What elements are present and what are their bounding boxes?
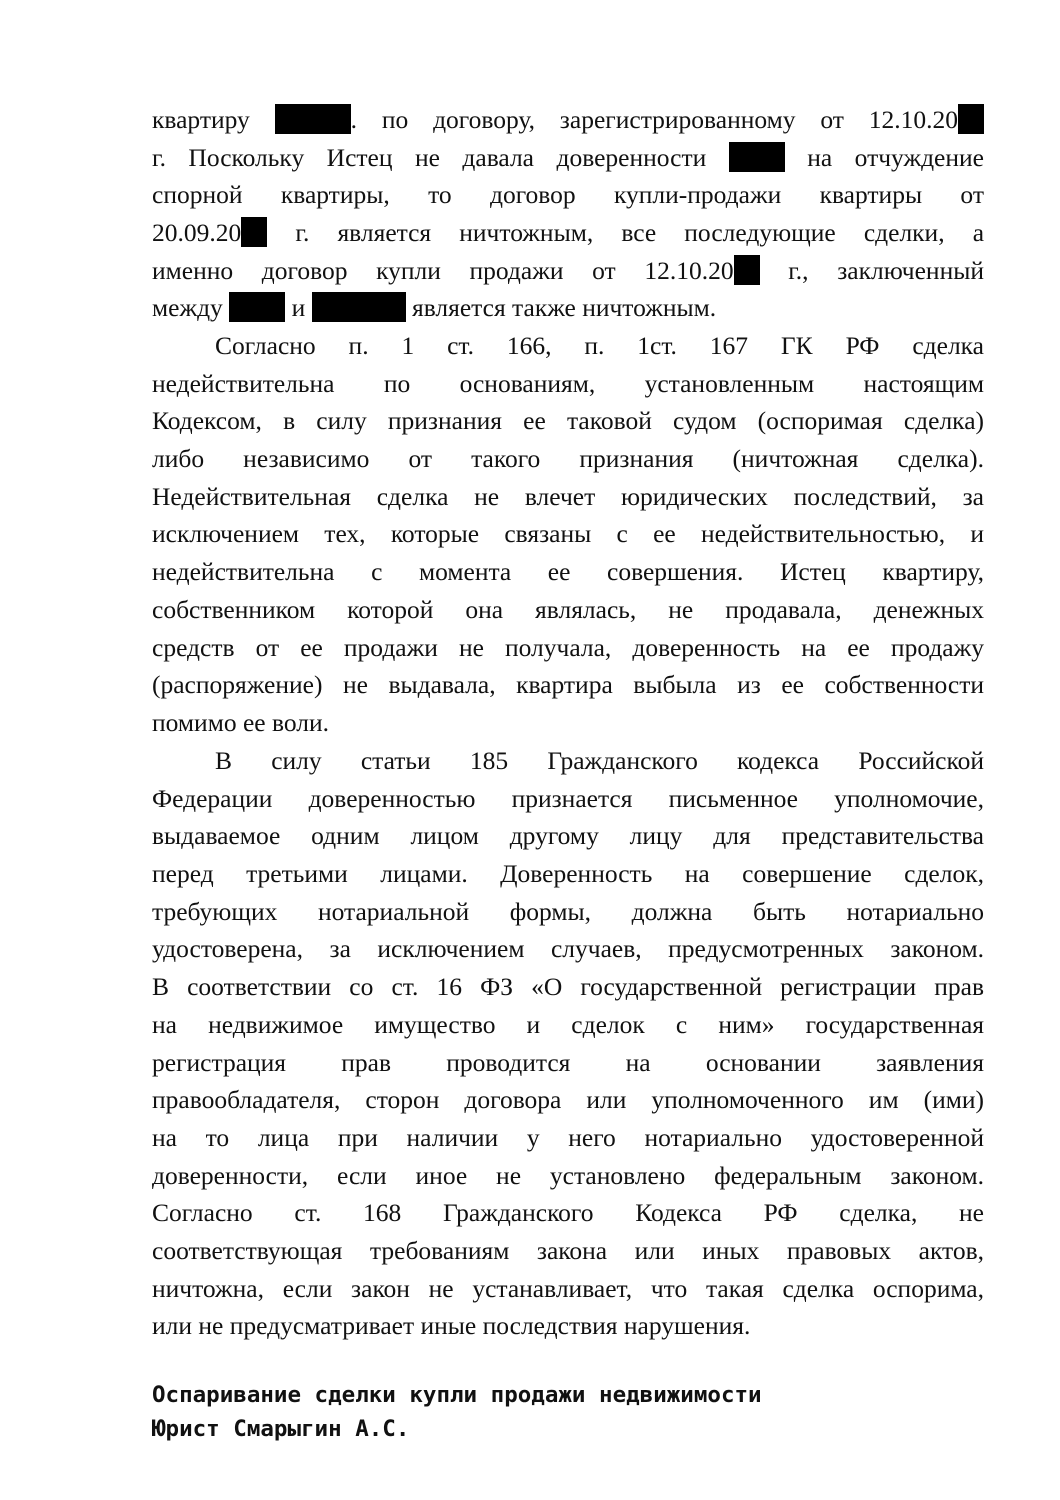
text-line: собственником которой она являлась, не продавала, денежных — [152, 594, 984, 624]
text-line: именно договор купли продажи от 12.10.20 г., заключенный — [152, 255, 984, 285]
text-line: соответствующая требованиям закона или иных правовых актов, — [152, 1235, 984, 1265]
redaction-box — [275, 104, 351, 134]
text-line: Согласно п. 1 ст. 166, п. 1ст. 167 ГК РФ сделка — [215, 331, 984, 360]
text-line: удостоверена, за исключением случаев, предусмотренных законом. — [152, 934, 984, 964]
text-line: В силу статьи 185 Гражданского кодекса Российской — [215, 746, 984, 775]
text-line: средств от ее продажи не получала, доверенность на ее продажу — [152, 632, 984, 662]
text-line: доверенности, если иное не установлено федеральным законом. — [152, 1160, 984, 1190]
text-line: Согласно ст. 168 Гражданского Кодекса РФ сделка, не — [152, 1198, 984, 1228]
paragraph-3 — [152, 742, 984, 1345]
text-line: исключением тех, которые связаны с ее недействительностью, и — [152, 519, 984, 549]
text-line: правообладателя, сторон договора или уполномоченного им (ими) — [152, 1085, 984, 1115]
text-line: Федерации доверенностью признается письменное уполномочие, — [152, 783, 984, 813]
text-line: Кодексом, в силу признания ее таковой судом (оспоримая сделка) — [152, 406, 984, 436]
text-line: регистрация прав проводится на основании заявления — [152, 1047, 984, 1077]
paragraph-1 — [152, 101, 984, 327]
text-line: требующих нотариальной формы, должна быть нотариально — [152, 896, 984, 926]
text-line: недействительна по основаниям, установленным настоящим — [152, 368, 984, 398]
text-line: помимо ее воли. — [152, 707, 329, 737]
redaction-box — [729, 142, 785, 172]
text-line: недействительна с момента ее совершения. Истец квартиру, — [152, 557, 984, 587]
footer-title: Оспаривание сделки купли продажи недвижимости — [152, 1382, 762, 1408]
redaction-box — [958, 104, 984, 134]
paragraph-2 — [152, 327, 984, 742]
text-line: Недействительная сделка не влечет юридических последствий, за — [152, 481, 984, 511]
text-line: 20.09.20 г. является ничтожным, все последующие сделки, а — [152, 218, 985, 248]
text-line: спорной квартиры, то договор купли-продажи квартиры от — [152, 180, 984, 210]
text-line: В соответствии со ст. 16 ФЗ «О государственной регистрации прав — [152, 972, 984, 1002]
text-line: либо независимо от такого признания (ничтожная сделка). — [152, 444, 984, 474]
text-line: выдаваемое одним лицом другому лицу для представительства — [152, 821, 984, 851]
footer-author: Юрист Смарыгин А.С. — [152, 1416, 410, 1442]
footer-signature — [152, 1378, 984, 1446]
text-line: квартиру . по договору, зарегистрированному от 12.10.20 — [152, 101, 984, 139]
text-line: на недвижимое имущество и сделок с ним» государственная — [152, 1009, 984, 1039]
redaction-box — [734, 255, 760, 285]
text-line: между и является также ничтожным. — [152, 293, 717, 323]
text-line: г. Поскольку Истец не давала доверенности на отчуждение — [152, 142, 984, 172]
text-line: перед третьими лицами. Доверенность на совершение сделок, — [152, 859, 984, 889]
text-line: или не предусматривает иные последствия нарушения. — [152, 1311, 751, 1341]
text-line: на то лица при наличии у него нотариально удостоверенной — [152, 1122, 984, 1152]
text-line: ничтожна, если закон не устанавливает, что такая сделка оспорима, — [152, 1273, 984, 1303]
text-line: (распоряжение) не выдавала, квартира выбыла из ее собственности — [152, 670, 984, 700]
redaction-box — [241, 217, 267, 247]
redaction-box — [229, 292, 285, 322]
redaction-box — [312, 292, 406, 322]
